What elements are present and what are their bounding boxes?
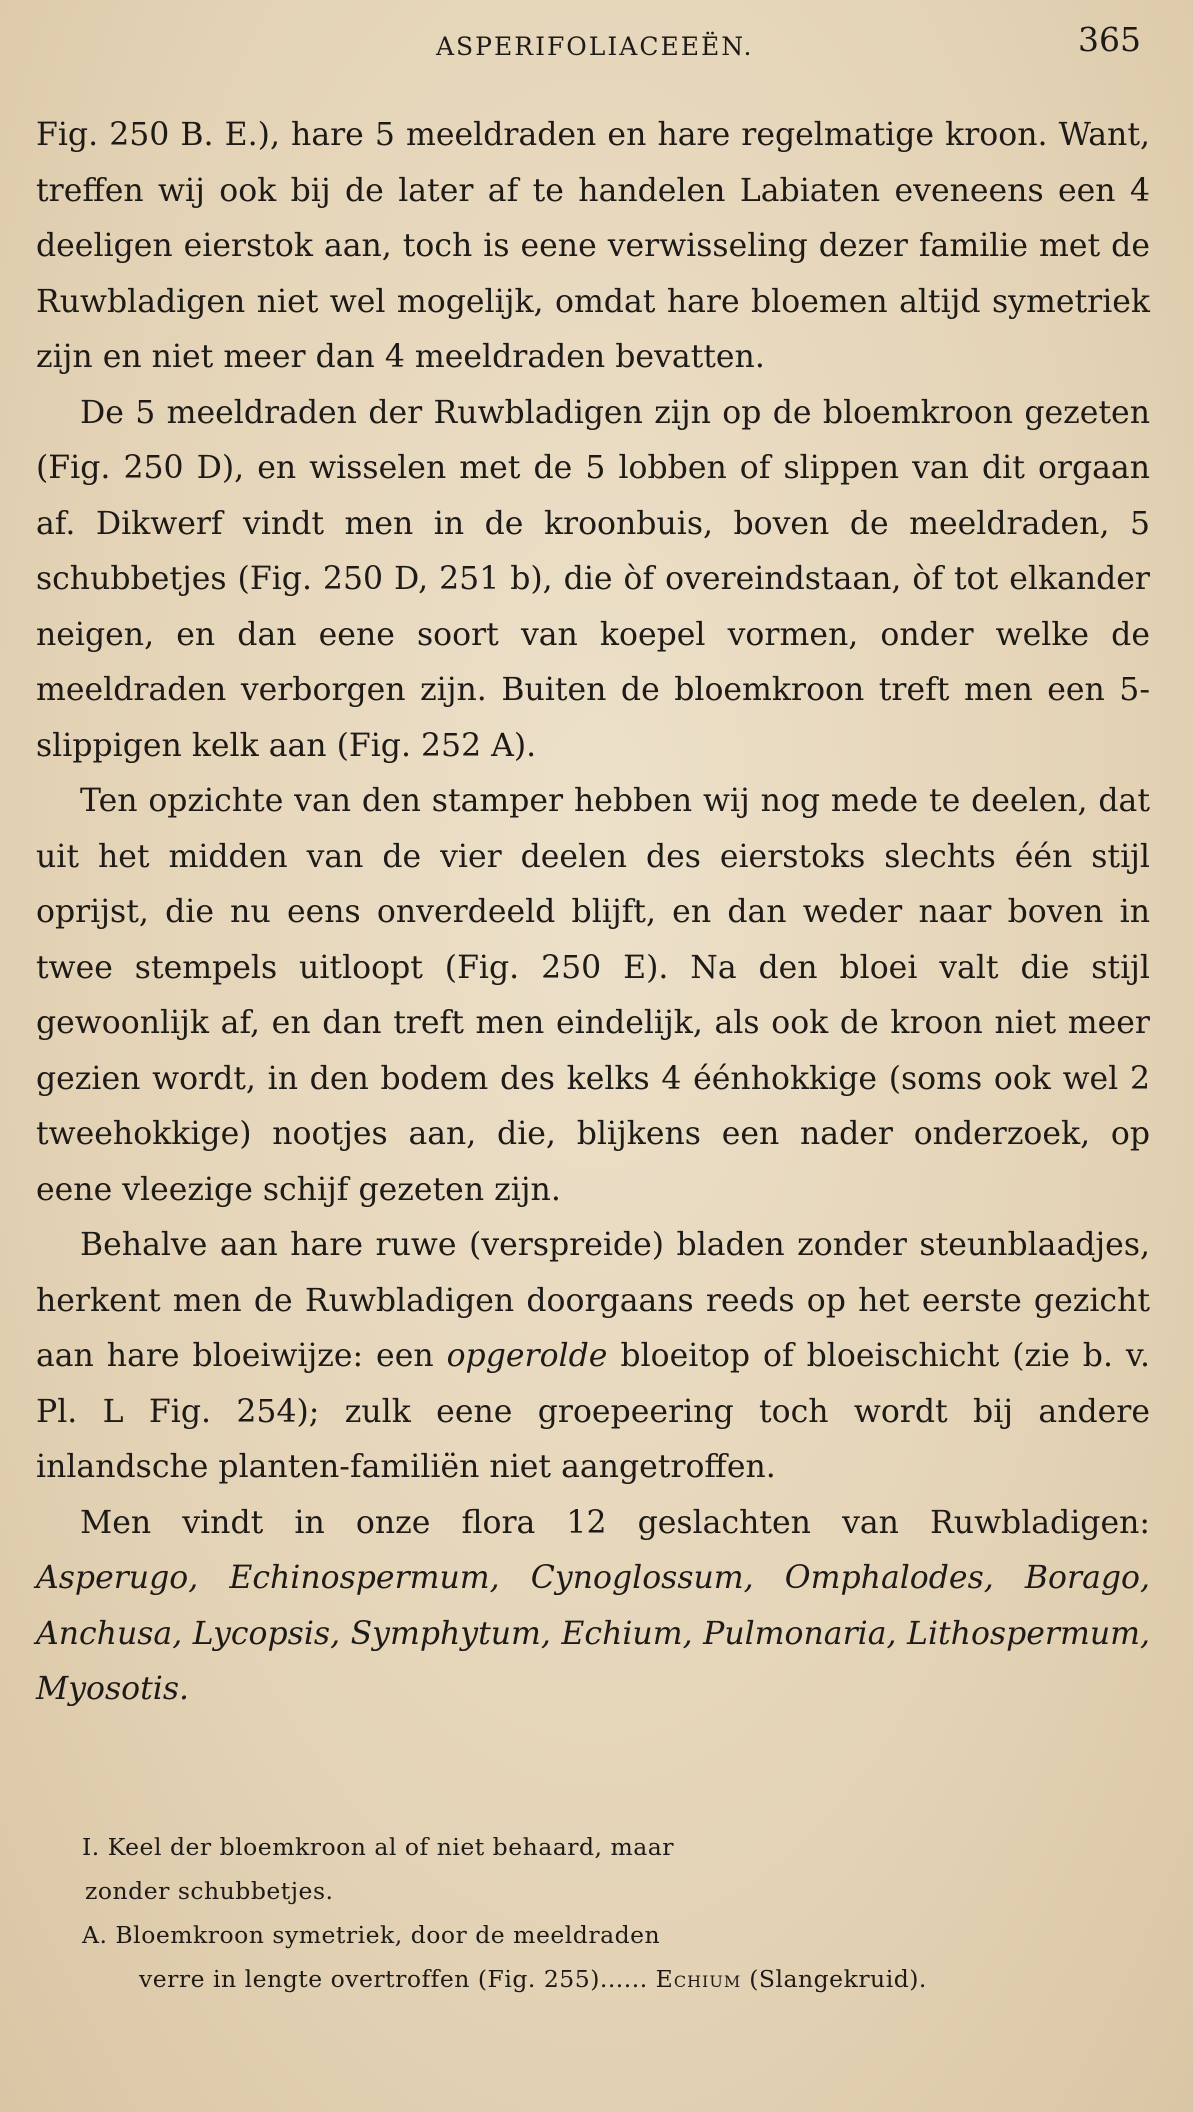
key-entry-I-line-2: zonder schubbetjes. xyxy=(85,1877,334,1905)
paragraph-4-text-a: Behalve aan hare ruwe (verspreide) bladen zonder steunblaadjes, herkent men de Ruwbladigen doorgaans reeds op het eerste gezicht aan hare bloeiwijze: een xyxy=(36,1227,1150,1374)
running-head: ASPERIFOLIACEEËN. xyxy=(436,32,754,61)
key-entry-A-line-2 xyxy=(82,1957,1122,2001)
identification-key xyxy=(82,1825,1122,2001)
paragraph-4-italic-term: opgerolde xyxy=(446,1338,608,1374)
page-number: 365 xyxy=(1078,20,1141,59)
genera-list: Asperugo, Echinospermum, Cynoglossum, Omphalodes, Borago, Anchusa, Lycopsis, Symphytum, Echium, Pulmonaria, Lithospermum, Myosotis. xyxy=(36,1560,1150,1707)
page-header xyxy=(36,18,1153,68)
paragraph-3: Ten opzichte van den stamper hebben wij nog mede te deelen, dat uit het midden van de vier deelen des eierstoks slechts één stijl oprijst, die nu eens onverdeeld blijft, en dan weder naar boven in twee stempels uitloopt (Fig. 250 E). Na den bloei valt die stijl gewoonlijk af, en dan treft men eindelijk, als ook de kroon niet meer gezien wordt, in den bodem des kelks 4 éénhokkige (soms ook wel 2 tweehokkige) nootjes aan, die, blijkens een nader onderzoek, op eene vleezige schijf gezeten zijn. xyxy=(36,783,1150,1208)
key-entry-I-line-1: I. Keel der bloemkroon al of niet behaard, maar xyxy=(82,1833,675,1861)
paragraph-1: Fig. 250 B. E.), hare 5 meeldraden en hare regelmatige kroon. Want, treffen wij ook bij de later af te handelen Labiaten eveneens een 4 deeligen eierstok aan, toch is eene verwisseling dezer familie met de Ruwbladigen niet wel mogelijk, omdat hare bloemen altijd symetriek zijn en niet meer dan 4 meeldraden bevatten. xyxy=(36,117,1150,375)
key-entry-A-genus: Echium xyxy=(655,1965,742,1993)
paragraph-2: De 5 meeldraden der Ruwbladigen zijn op de bloemkroon gezeten (Fig. 250 D), en wisselen met de 5 lobben of slippen van dit orgaan af. Dikwerf vindt men in de kroonbuis, boven de meeldraden, 5 schubbetjes (Fig. 250 D, 251 b), die òf overeindstaan, òf tot elkander neigen, en dan eene soort van koepel vormen, onder welke de meeldraden verborgen zijn. Buiten de bloemkroon treft men een 5-slippigen kelk aan (Fig. 252 A). xyxy=(36,394,1150,764)
body-text xyxy=(36,108,1150,1718)
key-entry-A-line-1: A. Bloemkroon symetriek, door de meeldraden xyxy=(82,1921,661,1949)
key-entry-A-common-name: (Slangekruid). xyxy=(749,1965,927,1993)
key-entry-A-description: verre in lengte overtroffen (Fig. 255)...... xyxy=(139,1965,648,1993)
paragraph-4 xyxy=(36,1218,1150,1496)
genera-intro: Men vindt in onze flora 12 geslachten van Ruwbladigen: xyxy=(80,1504,1150,1541)
paragraph-4-text-b: bloeitop of bloeischicht (zie b. v. Pl. L Fig. 254); zulk eene groepeering toch wordt bij andere inlandsche planten-familiën niet aangetroffen. xyxy=(36,1338,1150,1485)
paragraph-5 xyxy=(36,1496,1150,1718)
